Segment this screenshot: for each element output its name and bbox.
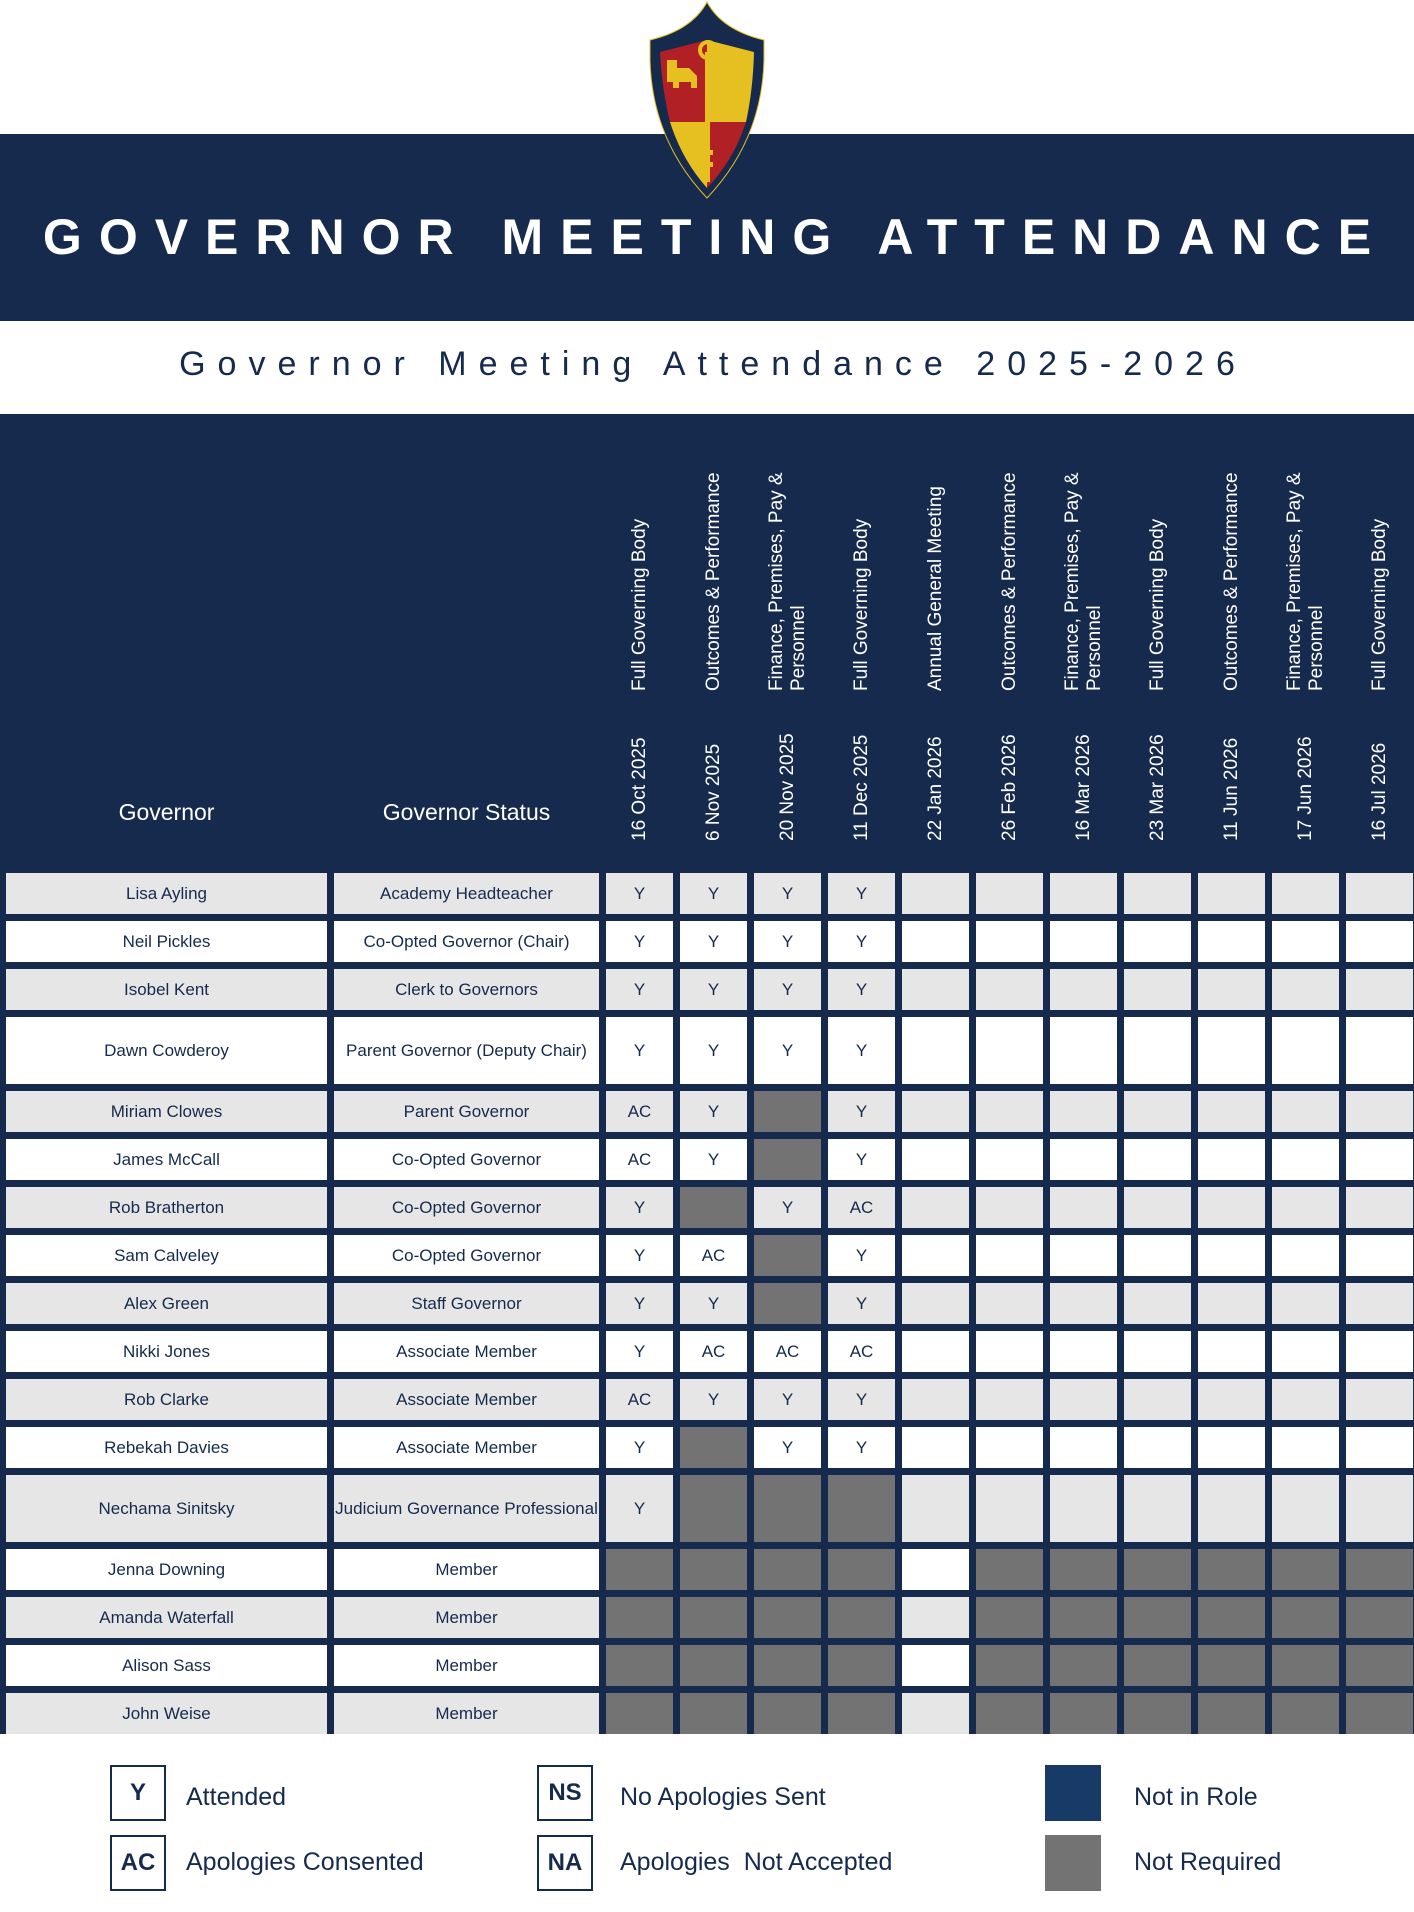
attendance-cell-not-required: [1272, 1693, 1339, 1734]
attendance-cell: [1346, 921, 1413, 962]
attendance-cell: [1124, 1017, 1191, 1084]
meeting-header-wrap: [754, 421, 821, 841]
attendance-cell: Y: [828, 1283, 895, 1324]
meeting-header-text: [999, 421, 1021, 841]
attendance-cell: [902, 1475, 969, 1542]
attendance-cell: [1198, 1427, 1265, 1468]
attendance-cell: AC: [680, 1331, 747, 1372]
attendance-cell: [1198, 1017, 1265, 1084]
attendance-cell-not-required: [680, 1427, 747, 1468]
attendance-cell-not-required: [976, 1645, 1043, 1686]
meeting-header-wrap: [680, 421, 747, 841]
governor-column-header: Governor: [118, 799, 215, 825]
attendance-cell: [1272, 1091, 1339, 1132]
attendance-cell: [902, 1091, 969, 1132]
governor-status: Member: [334, 1693, 599, 1734]
attendance-cell: [1124, 1379, 1191, 1420]
governor-status: Academy Headteacher: [334, 873, 599, 914]
governor-name: James McCall: [6, 1139, 327, 1180]
attendance-cell: [976, 1187, 1043, 1228]
legend-label-not-required: Not Required: [1134, 1848, 1282, 1876]
attendance-cell: AC: [606, 1091, 673, 1132]
attendance-cell: Y: [680, 1139, 747, 1180]
attendance-cell: Y: [680, 1283, 747, 1324]
governor-status: Co-Opted Governor: [334, 1235, 599, 1276]
attendance-cell: [902, 1235, 969, 1276]
meeting-date: 16 Oct 2025: [628, 737, 650, 841]
attendance-cell: AC: [680, 1235, 747, 1276]
attendance-cell: [1124, 873, 1191, 914]
attendance-cell: Y: [828, 1379, 895, 1420]
attendance-cell: [902, 969, 969, 1010]
attendance-cell-not-required: [680, 1475, 747, 1542]
meeting-header-wrap: [976, 421, 1043, 841]
legend-label-not-in-role: Not in Role: [1134, 1783, 1258, 1811]
attendance-cell: Y: [828, 1017, 895, 1084]
meeting-name: Outcomes & Performance: [998, 472, 1020, 691]
attendance-cell: [1124, 1187, 1191, 1228]
attendance-cell: Y: [828, 1427, 895, 1468]
attendance-cell: [1346, 1091, 1413, 1132]
legend-code-na: NA: [537, 1835, 593, 1891]
meeting-name: Finance, Premises, Pay & Personnel: [765, 472, 809, 691]
attendance-cell-not-required: [1124, 1645, 1191, 1686]
attendance-cell-not-required: [1198, 1693, 1265, 1734]
attendance-cell: [1272, 1379, 1339, 1420]
attendance-cell: [902, 1331, 969, 1372]
attendance-cell-not-required: [680, 1187, 747, 1228]
attendance-cell: [1124, 921, 1191, 962]
meeting-header-text: [1221, 421, 1243, 841]
attendance-cell: Y: [828, 1139, 895, 1180]
attendance-cell: [1198, 921, 1265, 962]
attendance-cell: [1198, 1283, 1265, 1324]
attendance-cell: [1124, 1427, 1191, 1468]
meeting-header: [1198, 414, 1265, 866]
attendance-cell: [1198, 969, 1265, 1010]
attendance-cell: Y: [606, 921, 673, 962]
attendance-cell: [1050, 1379, 1117, 1420]
attendance-cell-not-required: [680, 1549, 747, 1590]
attendance-cell-not-required: [754, 1693, 821, 1734]
governor-name: Rob Clarke: [6, 1379, 327, 1420]
attendance-cell: [976, 1235, 1043, 1276]
attendance-cell: [1346, 1187, 1413, 1228]
attendance-cell: [1050, 1187, 1117, 1228]
governor-name: Rob Bratherton: [6, 1187, 327, 1228]
meeting-header-text: [1284, 421, 1328, 841]
attendance-cell-not-required: [1346, 1693, 1413, 1734]
attendance-cell: [1124, 1139, 1191, 1180]
legend-code-ac: AC: [110, 1835, 166, 1891]
attendance-cell-not-required: [1050, 1597, 1117, 1638]
governor-status: Member: [334, 1549, 599, 1590]
governor-name: Lisa Ayling: [6, 873, 327, 914]
meeting-header: [976, 414, 1043, 866]
governor-status: Parent Governor: [334, 1091, 599, 1132]
meeting-name: Finance, Premises, Pay & Personnel: [1283, 472, 1327, 691]
governor-status: Associate Member: [334, 1427, 599, 1468]
attendance-cell: [902, 921, 969, 962]
attendance-cell-not-required: [1272, 1549, 1339, 1590]
attendance-cell: [1346, 1427, 1413, 1468]
attendance-cell: [976, 1091, 1043, 1132]
attendance-cell: [976, 1427, 1043, 1468]
attendance-cell-not-required: [754, 1235, 821, 1276]
meeting-date: 22 Jan 2026: [924, 736, 946, 841]
meeting-date: 16 Mar 2026: [1072, 734, 1094, 841]
attendance-cell: [1272, 1283, 1339, 1324]
attendance-cell: [1346, 1283, 1413, 1324]
attendance-cell: [1050, 1235, 1117, 1276]
governor-status: Member: [334, 1645, 599, 1686]
attendance-cell: AC: [606, 1139, 673, 1180]
attendance-cell: [976, 1379, 1043, 1420]
attendance-cell-not-required: [606, 1549, 673, 1590]
attendance-cell: Y: [754, 921, 821, 962]
attendance-cell-not-required: [1346, 1549, 1413, 1590]
meeting-header: [1272, 414, 1339, 866]
meeting-header-text: [703, 421, 725, 841]
attendance-cell: [1198, 1139, 1265, 1180]
legend-label-no-apologies: No Apologies Sent: [620, 1783, 826, 1811]
attendance-cell: [1050, 1475, 1117, 1542]
attendance-cell-not-required: [754, 1645, 821, 1686]
meeting-header: [902, 414, 969, 866]
meeting-name: Full Governing Body: [628, 518, 650, 691]
attendance-cell-not-required: [680, 1693, 747, 1734]
attendance-cell: [902, 1693, 969, 1734]
meeting-header-wrap: [902, 421, 969, 841]
governor-name: Alex Green: [6, 1283, 327, 1324]
attendance-cell: Y: [606, 1475, 673, 1542]
attendance-cell: Y: [680, 873, 747, 914]
meeting-header-wrap: [828, 421, 895, 841]
legend-code-y: Y: [110, 1765, 166, 1821]
governor-name: Neil Pickles: [6, 921, 327, 962]
governor-name: Alison Sass: [6, 1645, 327, 1686]
attendance-cell-not-required: [754, 1091, 821, 1132]
attendance-cell: Y: [828, 1091, 895, 1132]
page-subtitle: Governor Meeting Attendance 2025-2026: [179, 345, 1247, 383]
governor-name: Miriam Clowes: [6, 1091, 327, 1132]
attendance-cell-not-required: [1198, 1645, 1265, 1686]
meeting-header-wrap: [1346, 421, 1413, 841]
attendance-cell-not-required: [606, 1693, 673, 1734]
attendance-cell: Y: [606, 1017, 673, 1084]
attendance-cell-not-required: [754, 1597, 821, 1638]
governor-name: Isobel Kent: [6, 969, 327, 1010]
attendance-cell-not-required: [606, 1597, 673, 1638]
attendance-cell: Y: [754, 1017, 821, 1084]
attendance-cell: Y: [680, 921, 747, 962]
meeting-name: Full Governing Body: [1368, 518, 1390, 691]
attendance-cell: [1124, 969, 1191, 1010]
attendance-cell: [1050, 1331, 1117, 1372]
governor-name: John Weise: [6, 1693, 327, 1734]
attendance-cell-not-required: [828, 1475, 895, 1542]
attendance-cell-not-required: [754, 1283, 821, 1324]
meeting-header-text: [1062, 421, 1106, 841]
attendance-cell: [1050, 1139, 1117, 1180]
attendance-cell: Y: [754, 1379, 821, 1420]
attendance-cell: [1124, 1091, 1191, 1132]
governor-name: Amanda Waterfall: [6, 1597, 327, 1638]
governor-status: Clerk to Governors: [334, 969, 599, 1010]
meeting-header: [680, 414, 747, 866]
attendance-cell: [1050, 921, 1117, 962]
attendance-cell-not-required: [828, 1549, 895, 1590]
meeting-header: [1050, 414, 1117, 866]
attendance-cell: [902, 1427, 969, 1468]
attendance-cell: Y: [680, 1091, 747, 1132]
attendance-cell: [1346, 1475, 1413, 1542]
attendance-cell: [1198, 1091, 1265, 1132]
attendance-cell: Y: [680, 1017, 747, 1084]
attendance-cell: [976, 873, 1043, 914]
attendance-cell: [1346, 873, 1413, 914]
meeting-date: 20 Nov 2025: [776, 733, 798, 841]
attendance-cell-not-required: [1346, 1597, 1413, 1638]
legend-label-attended: Attended: [186, 1783, 287, 1811]
attendance-cell: [1198, 1187, 1265, 1228]
attendance-cell: Y: [754, 873, 821, 914]
legend-swatch-not-required: [1045, 1835, 1101, 1891]
page-title: GOVERNOR MEETING ATTENDANCE: [42, 209, 1389, 265]
attendance-cell: [1272, 1427, 1339, 1468]
attendance-cell: [1050, 1091, 1117, 1132]
attendance-cell: Y: [606, 1331, 673, 1372]
attendance-cell: Y: [754, 1427, 821, 1468]
attendance-cell: [902, 1187, 969, 1228]
governor-status: Judicium Governance Professional: [334, 1475, 599, 1542]
attendance-cell: [1272, 1187, 1339, 1228]
governor-status: Member: [334, 1597, 599, 1638]
attendance-cell: Y: [828, 969, 895, 1010]
attendance-cell: [1346, 1379, 1413, 1420]
attendance-cell: [1272, 1235, 1339, 1276]
meeting-name: Outcomes & Performance: [1220, 472, 1242, 691]
header-governor: [6, 414, 327, 866]
attendance-cell: [1272, 1017, 1339, 1084]
attendance-cell: Y: [828, 1235, 895, 1276]
attendance-cell: Y: [606, 1427, 673, 1468]
attendance-cell: [1198, 1379, 1265, 1420]
attendance-cell: [1346, 1331, 1413, 1372]
attendance-cell-not-required: [1346, 1645, 1413, 1686]
meeting-date: 11 Dec 2025: [850, 734, 872, 841]
attendance-cell-not-required: [680, 1597, 747, 1638]
legend-label-apologies-consented: Apologies Consented: [186, 1848, 424, 1876]
attendance-cell-not-required: [1050, 1645, 1117, 1686]
meeting-name: Finance, Premises, Pay & Personnel: [1061, 472, 1105, 691]
attendance-cell: [1272, 921, 1339, 962]
meeting-date: 17 Jun 2026: [1294, 736, 1316, 841]
attendance-cell-not-required: [1198, 1597, 1265, 1638]
attendance-cell: [1124, 1235, 1191, 1276]
attendance-cell: [1198, 1475, 1265, 1542]
attendance-cell: [1272, 969, 1339, 1010]
attendance-cell-not-required: [828, 1693, 895, 1734]
governor-status: Co-Opted Governor: [334, 1187, 599, 1228]
governor-status: Staff Governor: [334, 1283, 599, 1324]
attendance-cell-not-required: [680, 1645, 747, 1686]
meeting-header-text: [851, 421, 873, 841]
meeting-name: Outcomes & Performance: [702, 472, 724, 691]
attendance-cell-not-required: [754, 1475, 821, 1542]
meeting-header-wrap: [1198, 421, 1265, 841]
attendance-cell: [976, 969, 1043, 1010]
attendance-cell-not-required: [976, 1549, 1043, 1590]
attendance-cell: [902, 1139, 969, 1180]
meeting-date: 23 Mar 2026: [1146, 734, 1168, 841]
attendance-cell: [1272, 1139, 1339, 1180]
attendance-cell: Y: [680, 1379, 747, 1420]
attendance-cell-not-required: [976, 1597, 1043, 1638]
meeting-header-wrap: [1124, 421, 1191, 841]
meeting-name: Annual General Meeting: [924, 486, 946, 691]
attendance-cell: AC: [754, 1331, 821, 1372]
attendance-cell-not-required: [828, 1597, 895, 1638]
attendance-cell: [902, 1645, 969, 1686]
attendance-cell: [902, 1283, 969, 1324]
attendance-cell: [1050, 873, 1117, 914]
attendance-cell: [902, 1597, 969, 1638]
attendance-cell: [1272, 873, 1339, 914]
attendance-cell: [1124, 1331, 1191, 1372]
meeting-header-wrap: [1272, 421, 1339, 841]
meeting-header-wrap: [606, 421, 673, 841]
legend-label-apologies-not-accepted: Apologies Not Accepted: [620, 1848, 893, 1876]
attendance-cell: AC: [828, 1331, 895, 1372]
attendance-cell-not-required: [976, 1693, 1043, 1734]
attendance-cell: Y: [606, 1283, 673, 1324]
meeting-date: 26 Feb 2026: [998, 734, 1020, 841]
governor-name: Nikki Jones: [6, 1331, 327, 1372]
meeting-date: 11 Jun 2026: [1220, 737, 1242, 841]
attendance-cell: [1050, 1017, 1117, 1084]
attendance-cell-not-required: [754, 1549, 821, 1590]
attendance-cell-not-required: [1124, 1549, 1191, 1590]
attendance-cell: [1124, 1283, 1191, 1324]
attendance-cell: [1346, 969, 1413, 1010]
attendance-cell: [1050, 969, 1117, 1010]
attendance-cell: [902, 1379, 969, 1420]
header-status: [334, 414, 599, 866]
attendance-cell: [1346, 1017, 1413, 1084]
governor-status: Co-Opted Governor: [334, 1139, 599, 1180]
school-crest-logo: [612, 0, 802, 200]
legend-code-ns: NS: [537, 1765, 593, 1821]
attendance-cell: [976, 1475, 1043, 1542]
attendance-cell: Y: [754, 1187, 821, 1228]
attendance-cell: Y: [754, 969, 821, 1010]
attendance-cell: [1198, 1235, 1265, 1276]
meeting-header-text: [629, 421, 651, 841]
attendance-cell: [1272, 1475, 1339, 1542]
attendance-cell: [902, 873, 969, 914]
governor-name: Rebekah Davies: [6, 1427, 327, 1468]
meeting-date: 16 Jul 2026: [1368, 742, 1390, 841]
attendance-cell: [1124, 1475, 1191, 1542]
attendance-cell: [1346, 1139, 1413, 1180]
attendance-cell-not-required: [1272, 1645, 1339, 1686]
attendance-cell: [976, 1283, 1043, 1324]
meeting-header: [1346, 414, 1413, 866]
attendance-cell: Y: [680, 969, 747, 1010]
attendance-cell: Y: [828, 921, 895, 962]
attendance-cell: [1050, 1427, 1117, 1468]
meeting-header: [754, 414, 821, 866]
governor-status: Co-Opted Governor (Chair): [334, 921, 599, 962]
attendance-table: [0, 414, 1414, 1734]
meeting-header-text: [925, 421, 947, 841]
governor-name: Nechama Sinitsky: [6, 1475, 327, 1542]
attendance-cell-not-required: [606, 1645, 673, 1686]
meeting-date: 6 Nov 2025: [702, 743, 724, 841]
governor-status: Associate Member: [334, 1331, 599, 1372]
attendance-grid: [6, 414, 1413, 1734]
attendance-cell-not-required: [1272, 1597, 1339, 1638]
attendance-cell: [1198, 1331, 1265, 1372]
attendance-cell-not-required: [1050, 1549, 1117, 1590]
attendance-cell-not-required: [1050, 1693, 1117, 1734]
attendance-cell: Y: [606, 1187, 673, 1228]
attendance-cell: [976, 1017, 1043, 1084]
meeting-name: Full Governing Body: [1146, 518, 1168, 691]
meeting-header: [606, 414, 673, 866]
meeting-header-text: [1369, 421, 1391, 841]
meeting-header-text: [1147, 421, 1169, 841]
attendance-cell: [976, 921, 1043, 962]
attendance-cell-not-required: [1198, 1549, 1265, 1590]
attendance-cell: Y: [606, 969, 673, 1010]
meeting-header: [828, 414, 895, 866]
attendance-cell: Y: [606, 873, 673, 914]
meeting-header-wrap: [1050, 421, 1117, 841]
attendance-cell: Y: [828, 873, 895, 914]
attendance-cell: [1050, 1283, 1117, 1324]
attendance-cell-not-required: [754, 1139, 821, 1180]
attendance-cell: [1346, 1235, 1413, 1276]
governor-status: Associate Member: [334, 1379, 599, 1420]
meeting-header-text: [766, 421, 810, 841]
meeting-name: Full Governing Body: [850, 518, 872, 691]
status-column-header: Governor Status: [382, 799, 551, 825]
meeting-header: [1124, 414, 1191, 866]
governor-name: Jenna Downing: [6, 1549, 327, 1590]
attendance-cell: [902, 1549, 969, 1590]
attendance-cell: [976, 1331, 1043, 1372]
attendance-cell: [1198, 873, 1265, 914]
attendance-cell: AC: [606, 1379, 673, 1420]
governor-name: Dawn Cowderoy: [6, 1017, 327, 1084]
attendance-cell-not-required: [1124, 1597, 1191, 1638]
governor-name: Sam Calveley: [6, 1235, 327, 1276]
attendance-cell-not-required: [828, 1645, 895, 1686]
attendance-cell: [976, 1139, 1043, 1180]
attendance-cell: [1272, 1331, 1339, 1372]
attendance-cell: AC: [828, 1187, 895, 1228]
governor-status: Parent Governor (Deputy Chair): [334, 1017, 599, 1084]
attendance-cell: [902, 1017, 969, 1084]
legend-swatch-not-in-role: [1045, 1765, 1101, 1821]
attendance-cell-not-required: [1124, 1693, 1191, 1734]
attendance-cell: Y: [606, 1235, 673, 1276]
